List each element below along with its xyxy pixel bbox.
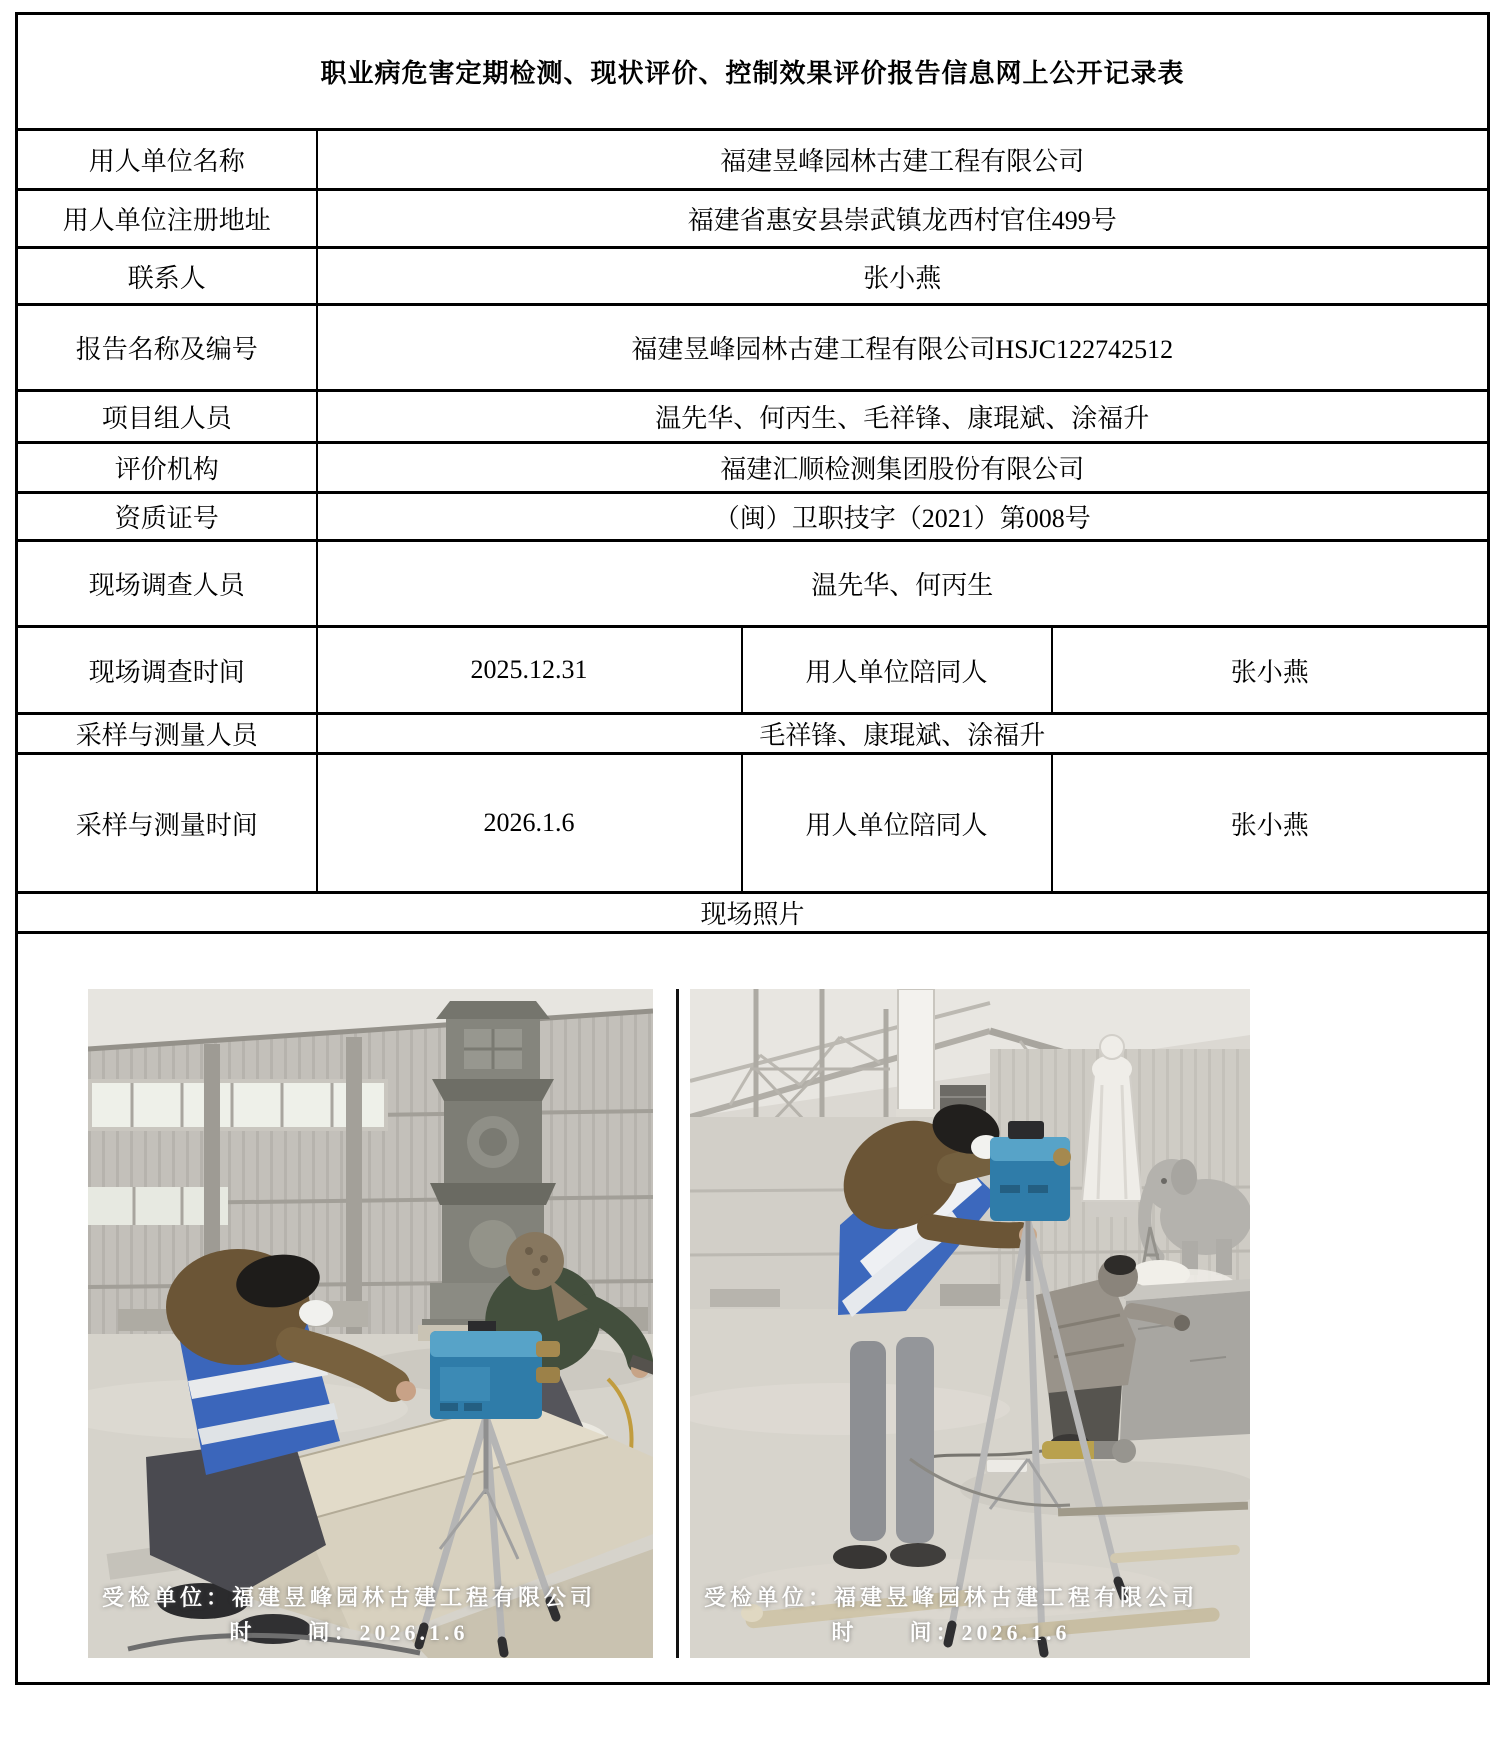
right-photo-scene (690, 989, 1250, 1658)
row-value-site-investigators: 温先华、何丙生 (317, 541, 1489, 627)
row-label-contact: 联系人 (17, 248, 317, 305)
site-photo-right (690, 989, 1250, 1658)
row-value-evaluation-agency: 福建汇顺检测集团股份有限公司 (317, 443, 1489, 493)
photo-area (24, 934, 1481, 1682)
table-row (17, 248, 1489, 305)
table-row (17, 627, 1489, 714)
record-table (15, 12, 1490, 1685)
row-value-qualification-number: （闽）卫职技字（2021）第008号 (317, 493, 1489, 541)
caption-line-time: 时 间：2026.1.6 (831, 1620, 1071, 1645)
row-label-registered-address: 用人单位注册地址 (17, 190, 317, 248)
row-value-sampling-people: 毛祥锋、康琨斌、涂福升 (317, 714, 1489, 754)
row-label-survey-time: 现场调查时间 (17, 627, 317, 714)
caption-line-unit: 受检单位：福建昱峰园林古建工程有限公司 (704, 1585, 1199, 1610)
row-label-evaluation-agency: 评价机构 (17, 443, 317, 493)
row-label-project-team: 项目组人员 (17, 391, 317, 443)
row-label-report-number: 报告名称及编号 (17, 305, 317, 391)
site-photo-left (88, 989, 653, 1658)
page-title: 职业病危害定期检测、现状评价、控制效果评价报告信息网上公开记录表 (17, 14, 1489, 130)
photos-row (17, 933, 1489, 1684)
photos-section-label: 现场照片 (17, 893, 1489, 933)
row-value-sampling-companion: 张小燕 (1052, 754, 1489, 893)
row-value-employer-name: 福建昱峰园林古建工程有限公司 (317, 130, 1489, 190)
row-value-contact: 张小燕 (317, 248, 1489, 305)
row-value-survey-time: 2025.12.31 (317, 627, 742, 714)
caption-line-time: 时 间：2026.1.6 (229, 1620, 469, 1645)
table-row (17, 305, 1489, 391)
table-row (17, 714, 1489, 754)
table-row (17, 754, 1489, 893)
row-value-survey-companion: 张小燕 (1052, 627, 1489, 714)
title-row (17, 14, 1489, 130)
photos-cell (17, 933, 1489, 1684)
table-row (17, 391, 1489, 443)
photo-divider-line (676, 989, 679, 1658)
row-label-survey-companion: 用人单位陪同人 (742, 627, 1052, 714)
row-label-employer-name: 用人单位名称 (17, 130, 317, 190)
caption-line-unit: 受检单位：福建昱峰园林古建工程有限公司 (102, 1585, 597, 1610)
table-row (17, 190, 1489, 248)
row-label-site-investigators: 现场调查人员 (17, 541, 317, 627)
photo-caption-left (102, 1580, 596, 1650)
record-sheet (15, 12, 1487, 1685)
stone-block (1118, 1279, 1250, 1441)
row-label-sampling-people: 采样与测量人员 (17, 714, 317, 754)
photo-caption-right (704, 1580, 1198, 1650)
row-value-project-team: 温先华、何丙生、毛祥锋、康琨斌、涂福升 (317, 391, 1489, 443)
table-row (17, 493, 1489, 541)
table-row (17, 541, 1489, 627)
row-value-sampling-time: 2026.1.6 (317, 754, 742, 893)
table-row (17, 443, 1489, 493)
photos-header-row (17, 893, 1489, 933)
left-photo-scene (88, 989, 653, 1658)
row-label-sampling-time: 采样与测量时间 (17, 754, 317, 893)
row-label-sampling-companion: 用人单位陪同人 (742, 754, 1052, 893)
row-value-registered-address: 福建省惠安县崇武镇龙西村官住499号 (317, 190, 1489, 248)
row-label-qualification-number: 资质证号 (17, 493, 317, 541)
row-value-report-number: 福建昱峰园林古建工程有限公司HSJC122742512 (317, 305, 1489, 391)
table-row (17, 130, 1489, 190)
